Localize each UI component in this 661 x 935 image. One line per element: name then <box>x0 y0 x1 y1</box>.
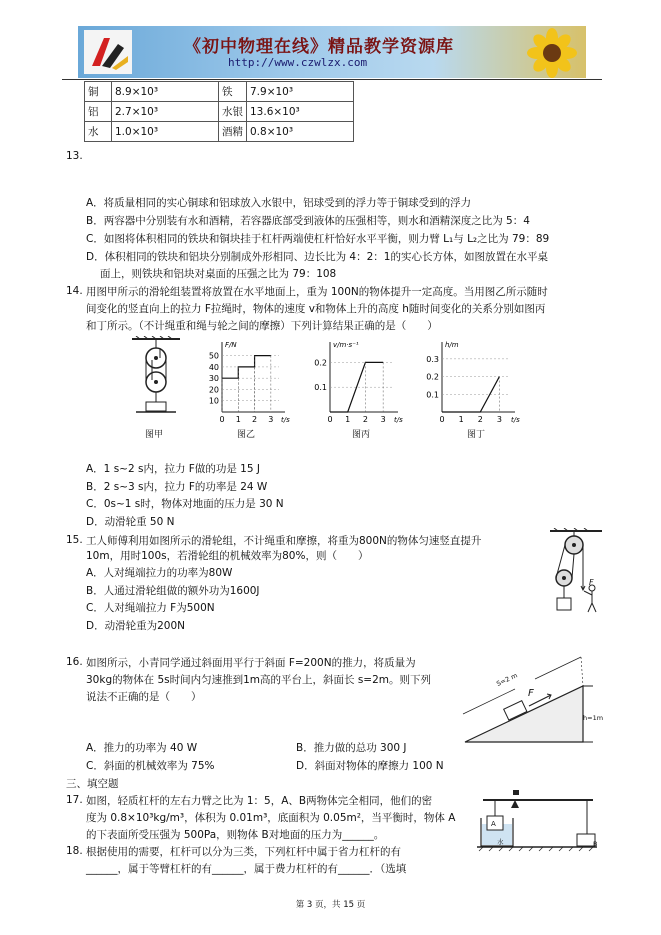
option-d: D．体积相同的铁块和铝块分别制成外形相同、边长比为 4：2：1的实心长方体，如图放置在水平桌 <box>86 251 548 263</box>
x-tick-label: 1 <box>235 415 241 424</box>
option-d: D．动滑轮重为200N <box>86 620 185 632</box>
question-stem: 和丁所示。（不计绳重和绳与轮之间的摩擦）下列计算结果正确的是（ ） <box>86 320 438 332</box>
x-axis-label: t/s <box>281 416 290 424</box>
y-tick-label: 0.2 <box>426 372 439 382</box>
banner-title: 《初中物理在线》精品教学资源库 <box>184 37 454 57</box>
table-cell: 铁 <box>219 82 247 102</box>
y-tick-label: 0.1 <box>314 383 327 393</box>
section-heading: 三、填空题 <box>66 778 119 790</box>
y-tick-label: 0.2 <box>314 358 327 368</box>
x-axis-label: t/s <box>394 416 403 424</box>
y-tick-label: 40 <box>208 362 219 372</box>
option-d: D．动滑轮重 50 N <box>86 516 175 528</box>
length-label: S=2 m <box>495 671 519 688</box>
figure-caption: 图甲 <box>145 430 164 440</box>
banner-url[interactable]: http://www.czwlzx.com <box>228 56 368 69</box>
question-stem: 用图甲所示的滑轮组装置将放置在水平地面上，重为 100N的物体提升一定高度。当用图乙所示随时 <box>86 286 548 298</box>
table-cell: 2.7×10³ <box>112 102 219 122</box>
table-cell: 酒精 <box>219 122 247 142</box>
x-tick-label: 1 <box>458 415 464 424</box>
question-stem: 如图所示，小青同学通过斜面用平行于斜面 F=200N的推力，将质量为 <box>86 657 416 669</box>
x-axis-label: t/s <box>511 416 520 424</box>
table-cell: 1.0×10³ <box>112 122 219 142</box>
y-tick-label: 30 <box>208 374 219 384</box>
question-stem: 说法不正确的是（ ） <box>86 691 202 703</box>
question-stem: 30kg的物体在 5s时间内匀速推到1m高的平台上，斜面长 s=2m。则下列 <box>86 674 432 686</box>
page-footer: 第 3 页，共 15 页 <box>295 900 366 910</box>
table-cell: 7.9×10³ <box>247 82 354 102</box>
option-b: B．2 s~3 s内，拉力 F的功率是 24 W <box>86 481 268 493</box>
incline-diagram <box>455 652 595 747</box>
option-b: B．推力做的总功 300 J <box>296 742 407 754</box>
question-stem: 度为 0.8×10³kg/m³，体积为 0.01m³，底面积为 0.05m²，当平衡时，物体 A <box>86 812 456 824</box>
force-time-chart <box>198 338 293 428</box>
y-tick-label: 50 <box>208 351 219 361</box>
velocity-time-chart <box>306 338 406 428</box>
x-tick-label: 0 <box>219 415 225 424</box>
option-a: A．人对绳端拉力的功率为80W <box>86 567 233 579</box>
table-row <box>85 102 354 122</box>
table-cell: 0.8×10³ <box>247 122 354 142</box>
force-label: F <box>528 688 534 699</box>
option-a: A．推力的功率为 40 W <box>86 742 198 754</box>
height-label: h=1m <box>583 714 604 722</box>
force-label: F <box>589 578 594 587</box>
figure-caption: 图丙 <box>352 430 371 440</box>
question-number: 17. <box>66 794 83 806</box>
x-tick-label: 3 <box>268 415 274 424</box>
option-d: D．斜面对物体的摩擦力 100 N <box>296 760 444 772</box>
figure-caption: 图乙 <box>237 430 256 440</box>
figure-caption: 图丁 <box>467 430 486 440</box>
question-stem: 间变化的竖直向上的拉力 F拉绳时，物体的速度 v和物体上升的高度 h随时间变化的关系分别如图丙 <box>86 303 546 315</box>
y-tick-label: 0.1 <box>426 390 439 400</box>
question-stem: 10m，用时100s，若滑轮组的机械效率为80%，则（ ） <box>86 550 369 562</box>
table-cell: 铝 <box>85 102 112 122</box>
y-axis-label: F/N <box>225 341 237 349</box>
question-number: 13. <box>66 150 83 162</box>
y-axis-label: v/m·s⁻¹ <box>333 341 359 349</box>
x-tick-label: 0 <box>327 415 333 424</box>
sunflower-icon <box>522 28 582 78</box>
option-b: B．人通过滑轮组做的额外功为1600J <box>86 585 260 597</box>
table-cell: 水银 <box>219 102 247 122</box>
option-c: C．如图将体积相同的铁块和铜块挂于杠杆两端使杠杆恰好水平平衡，则力臂 L₁与 L₂之比为 79：89 <box>86 233 550 245</box>
question-stem: 工人师傅利用如图所示的滑轮组，不计绳重和摩擦，将重为800N的物体匀速竖直提升 <box>86 535 482 547</box>
site-logo-icon <box>84 30 132 74</box>
question-number: 14. <box>66 285 83 297</box>
option-d-cont: 面上，则铁块和铝块对桌面的压强之比为 79：108 <box>100 268 337 280</box>
table-row <box>85 122 354 142</box>
option-c: C．斜面的机械效率为 75% <box>86 760 215 772</box>
density-table <box>84 81 354 142</box>
y-axis-label: h/m <box>445 341 459 349</box>
x-tick-label: 2 <box>252 415 258 424</box>
x-tick-label: 2 <box>477 415 483 424</box>
y-tick-label: 10 <box>208 396 219 406</box>
table-cell: 8.9×10³ <box>112 82 219 102</box>
x-tick-label: 3 <box>380 415 386 424</box>
option-a: A．将质量相同的实心铜球和铝球放入水银中，铝球受到的浮力等于铜球受到的浮力 <box>86 197 472 209</box>
height-time-chart <box>418 338 523 428</box>
x-tick-label: 1 <box>345 415 351 424</box>
option-b: B．两容器中分别装有水和酒精，若容器底部受到液体的压强相等，则水和酒精深度之比为 5：4 <box>86 215 530 227</box>
question-stem: 根据使用的需要，杠杆可以分为三类，下列杠杆中属于省力杠杆的有 <box>86 846 401 858</box>
x-tick-label: 0 <box>439 415 445 424</box>
pulley-diagram <box>132 336 182 421</box>
table-cell: 13.6×10³ <box>247 102 354 122</box>
question-number: 15. <box>66 534 83 546</box>
table-row <box>85 82 354 102</box>
question-number: 18. <box>66 845 83 857</box>
water-label: 水 <box>497 838 504 846</box>
option-a: A．1 s~2 s内，拉力 F做的功是 15 J <box>86 463 260 475</box>
y-tick-label: 20 <box>208 385 219 395</box>
option-c: C．人对绳端拉力 F为500N <box>86 602 215 614</box>
question-number: 16. <box>66 656 83 668</box>
table-cell: 铜 <box>85 82 112 102</box>
y-tick-label: 0.3 <box>426 354 439 364</box>
x-tick-label: 2 <box>362 415 368 424</box>
question-stem: ______，属于等臂杠杆的有______，属于费力杠杆的有______．（选填 <box>86 863 407 875</box>
pulley-worker-diagram <box>540 528 605 618</box>
question-stem: 的下表面所受压强为 500Pa，则物体 B对地面的压力为______。 <box>86 829 385 841</box>
header-banner <box>78 26 586 78</box>
table-cell: 水 <box>85 122 112 142</box>
question-stem: 如图，轻质杠杆的左右力臂之比为 1：5，A、B两物体完全相同，他们的密 <box>86 795 433 807</box>
object-a-label: A <box>491 820 496 828</box>
option-c: C．0s~1 s时，物体对地面的压力是 30 N <box>86 498 284 510</box>
header-divider <box>62 79 602 80</box>
object-b-label: B <box>593 840 598 848</box>
x-tick-label: 3 <box>496 415 502 424</box>
